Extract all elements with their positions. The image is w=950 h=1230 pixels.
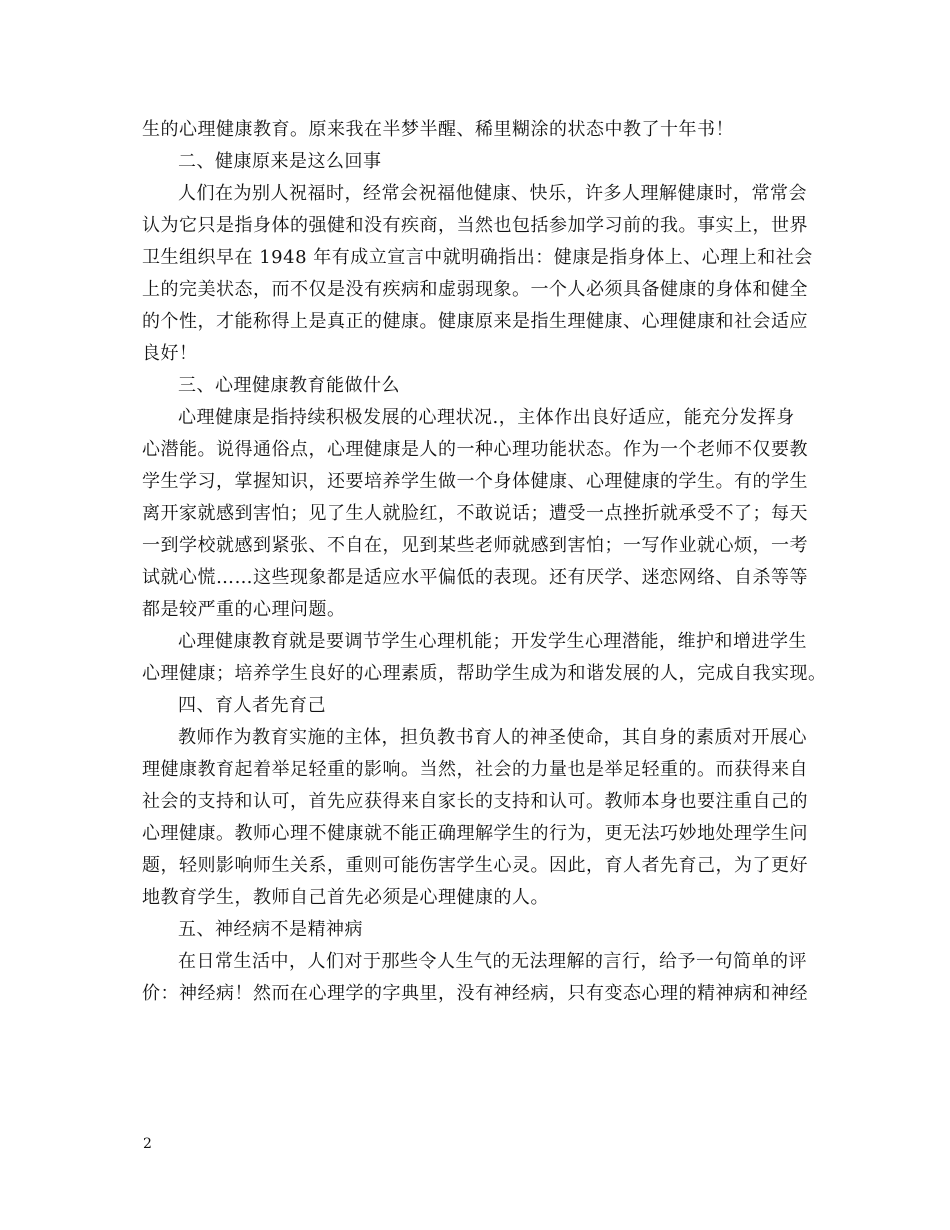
section-heading: 二、健康原来是这么回事 [178, 151, 382, 172]
section-heading: 三、心理健康教育能做什么 [178, 375, 400, 396]
text-line: 地教育学生，教师自己首先必须是心理健康的人。 [142, 887, 549, 908]
section-heading: 五、神经病不是精神病 [178, 919, 363, 940]
text-line: 心理健康。教师心理不健康就不能正确理解学生的行为，更无法巧妙地处理学生问 [142, 823, 808, 844]
text-line: 心理健康；培养学生良好的心理素质，帮助学生成为和谐发展的人，完成自我实现。 [142, 663, 827, 684]
text-line: 的个性，才能称得上是真正的健康。健康原来是指生理健康、心理健康和社会适应 [142, 311, 808, 332]
text-line: 试就心慌……这些现象都是适应水平偏低的表现。还有厌学、迷恋网络、自杀等等 [142, 567, 808, 588]
text-line: 题，轻则影响师生关系，重则可能伤害学生心灵。因此，育人者先育己，为了更好 [142, 855, 808, 876]
text-line: 心理健康教育就是要调节学生心理机能；开发学生心理潜能，维护和增进学生 [178, 631, 807, 652]
text-line: 离开家就感到害怕；见了生人就脸红，不敢说话；遭受一点挫折就承受不了；每天 [142, 503, 808, 524]
text-line: 一到学校就感到紧张、不自在，见到某些老师就感到害怕；一写作业就心烦，一考 [142, 535, 808, 556]
text-line: 人们在为别人祝福时，经常会祝福他健康、快乐，许多人理解健康时，常常会 [178, 183, 807, 204]
text-line: 都是较严重的心理问题。 [142, 599, 346, 620]
text-line: 卫生组织早在 1948 年有成立宣言中就明确指出：健康是指身体上、心理上和社会 [142, 247, 813, 268]
text-line: 认为它只是指身体的强健和没有疾商，当然也包括参加学习前的我。事实上，世界 [142, 215, 808, 236]
text-line: 价：神经病！然而在心理学的字典里，没有神经病，只有变态心理的精神病和神经 [142, 983, 808, 1004]
section-heading: 四、育人者先育己 [178, 695, 326, 716]
document-body [142, 114, 827, 1010]
text-line: 心潜能。说得通俗点，心理健康是人的一种心理功能状态。作为一个老师不仅要教 [142, 439, 808, 460]
text-line: 良好！ [142, 343, 198, 364]
text-line: 生的心理健康教育。原来我在半梦半醒、稀里糊涂的状态中教了十年书！ [142, 119, 734, 140]
text-line: 在日常生活中，人们对于那些令人生气的无法理解的言行，给予一句简单的评 [178, 951, 807, 972]
page-number: 2 [143, 1136, 152, 1152]
text-line: 心理健康是指持续积极发展的心理状况.，主体作出良好适应，能充分发挥身 [178, 407, 795, 428]
text-line: 教师作为教育实施的主体，担负教书育人的神圣使命，其自身的素质对开展心 [178, 727, 807, 748]
text-line: 学生学习，掌握知识，还要培养学生做一个身体健康、心理健康的学生。有的学生 [142, 471, 808, 492]
text-line: 上的完美状态，而不仅是没有疾病和虚弱现象。一个人必须具备健康的身体和健全 [142, 279, 808, 300]
text-line: 社会的支持和认可，首先应获得来自家长的支持和认可。教师本身也要注重自己的 [142, 791, 808, 812]
text-line: 理健康教育起着举足轻重的影响。当然，社会的力量也是举足轻重的。而获得来自 [142, 759, 808, 780]
